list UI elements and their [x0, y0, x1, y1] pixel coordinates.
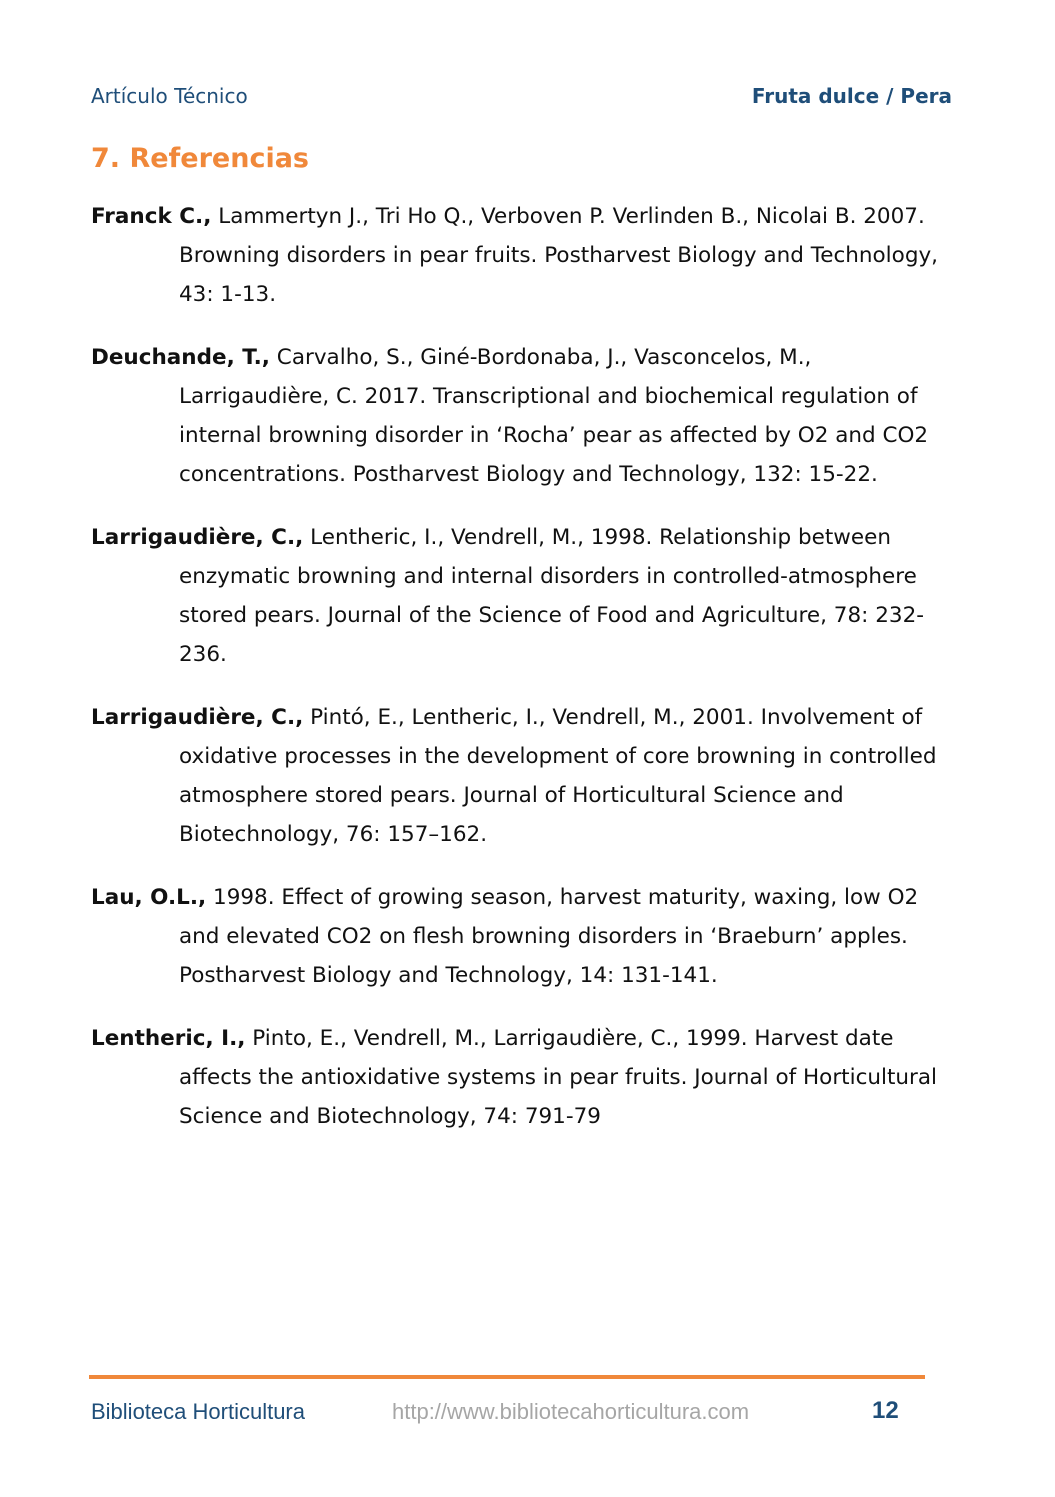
reference-author: Larrigaudière, C.,	[91, 525, 304, 550]
footer-publication-name: Biblioteca Horticultura	[91, 1399, 305, 1424]
reference-item	[91, 197, 951, 314]
reference-author: Lentheric, I.,	[91, 1026, 246, 1051]
header-section-label: Artículo Técnico	[91, 84, 248, 108]
section-title: 7. Referencias	[91, 143, 310, 174]
reference-text: Pinto, E., Vendrell, M., Larrigaudière, C., 1999. Harvest date affects the antioxidative systems in pear fruits. Journal of Horticultural Science and Biotechnology, 74: 791-79	[179, 1026, 938, 1129]
reference-list	[91, 197, 951, 1160]
reference-text: Lammertyn J., Tri Ho Q., Verboven P. Verlinden B., Nicolai B. 2007. Browning disorders in pear fruits. Postharvest Biology and Technology, 43: 1-13.	[179, 204, 939, 307]
reference-text: Carvalho, S., Giné-Bordonaba, J., Vasconcelos, M., Larrigaudière, C. 2017. Transcriptional and biochemical regulation of internal browning disorder in ‘Rocha’ pear as affected by O2 and CO2 concentrations. Postharvest Biology and Technology, 132: 15-22.	[179, 345, 929, 487]
reference-author: Deuchande, T.,	[91, 345, 270, 370]
reference-item	[91, 518, 951, 674]
header-topic-label: Fruta dulce / Pera	[751, 84, 952, 108]
reference-author: Larrigaudière, C.,	[91, 705, 304, 730]
reference-text: Lentheric, I., Vendrell, M., 1998. Relationship between enzymatic browning and internal disorders in controlled-atmosphere stored pears. Journal of the Science of Food and Agriculture, 78: 232-236.	[179, 525, 925, 667]
page-number: 12	[872, 1397, 899, 1424]
reference-text: 1998. Effect of growing season, harvest maturity, waxing, low O2 and elevated CO2 on flesh browning disorders in ‘Braeburn’ apples. Postharvest Biology and Technology, 14: 131-141.	[179, 885, 919, 988]
reference-author: Franck C.,	[91, 204, 212, 229]
reference-item	[91, 698, 951, 854]
reference-author: Lau, O.L.,	[91, 885, 207, 910]
reference-item	[91, 338, 951, 494]
footer-url-link[interactable]: http://www.bibliotecahorticultura.com	[392, 1399, 750, 1424]
reference-text: Pintó, E., Lentheric, I., Vendrell, M., 2001. Involvement of oxidative processes in the development of core browning in controlled atmosphere stored pears. Journal of Horticultural Science and Biotechnology, 76: 157–162.	[179, 705, 937, 847]
reference-item	[91, 878, 951, 995]
footer-divider	[89, 1375, 925, 1379]
reference-item	[91, 1019, 951, 1136]
